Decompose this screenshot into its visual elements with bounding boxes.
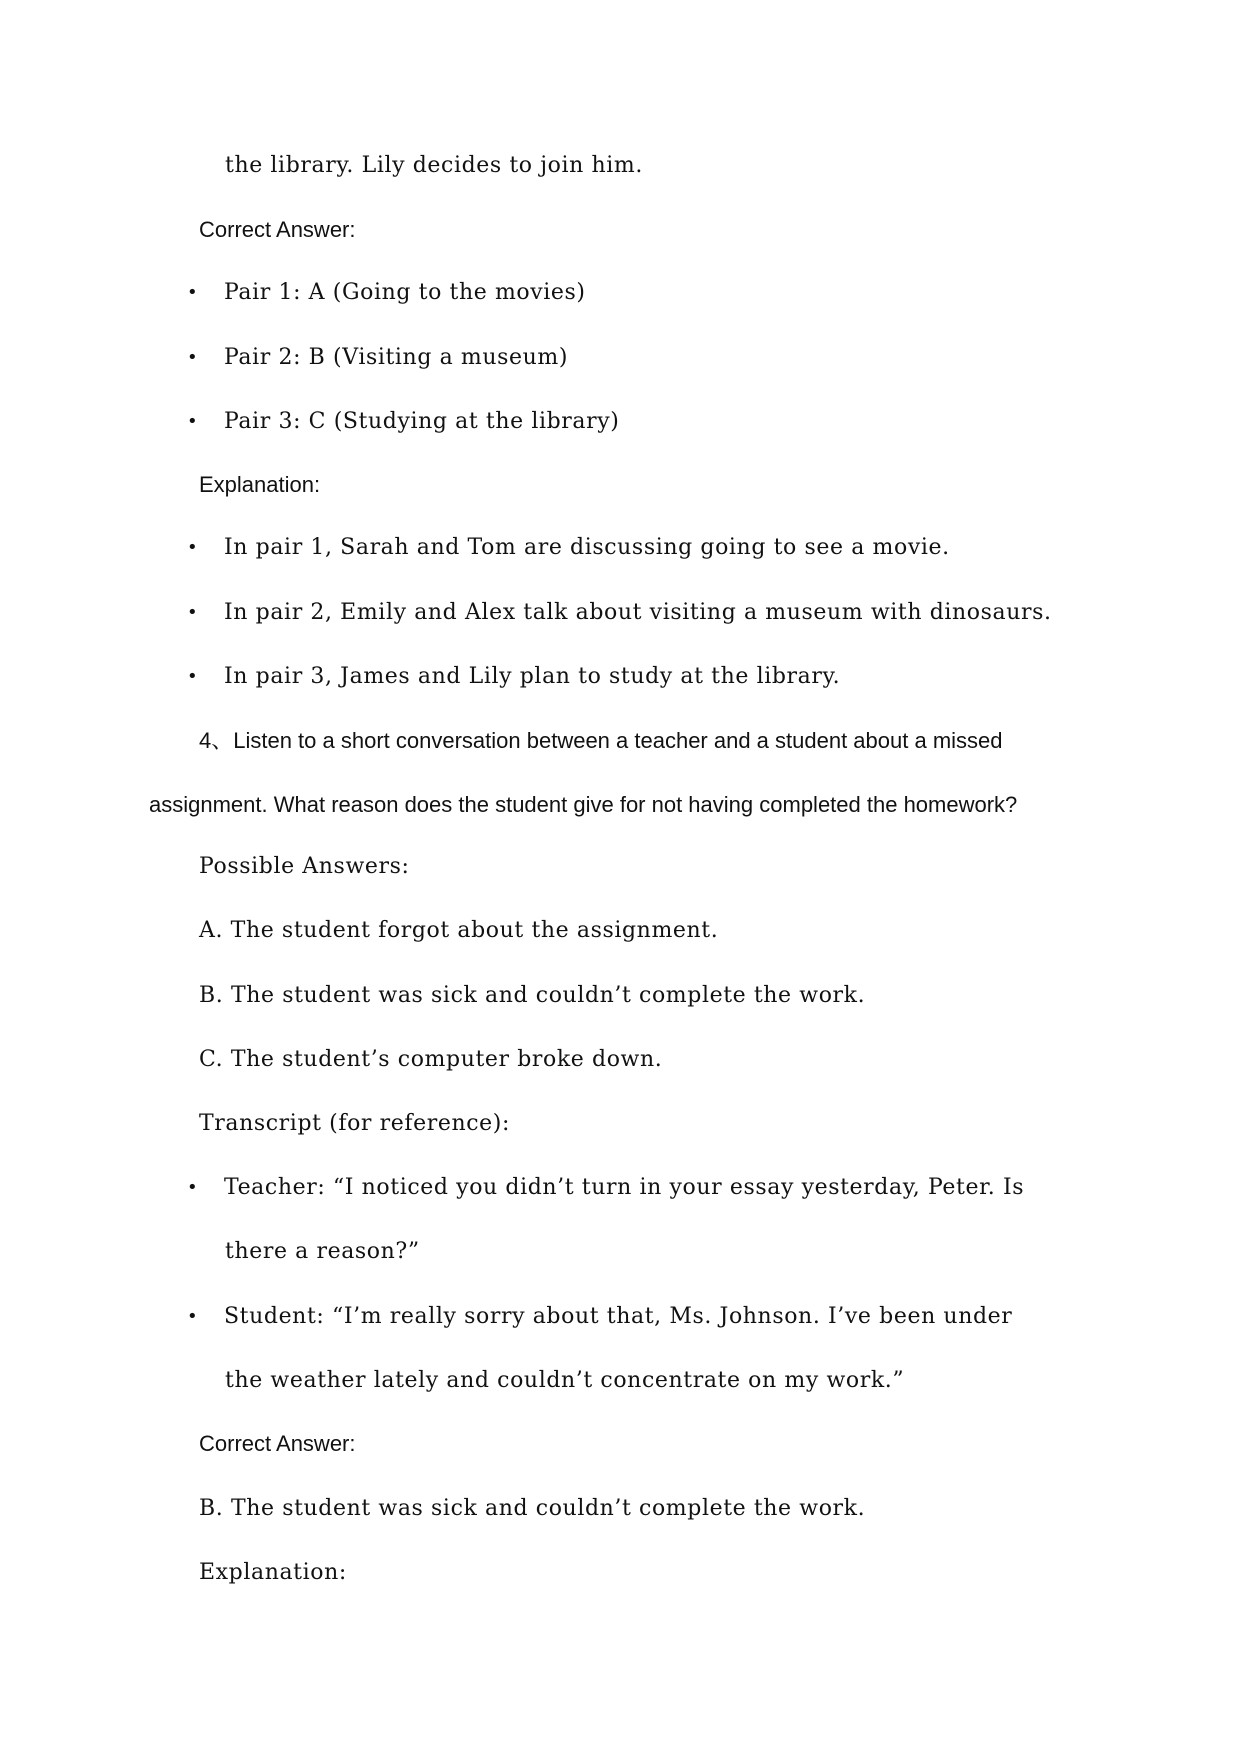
bullet-icon: • [187,1177,198,1198]
bullet-icon: • [187,602,198,623]
bullet-icon: • [187,411,198,432]
q4-question-line1: 4、Listen to a short conversation between a teacher and a student about a missed [199,728,1003,753]
q3-answer-3: Pair 3: C (Studying at the library) [224,409,620,434]
q4-correct-answer: B. The student was sick and couldn’t complete the work. [199,1496,866,1521]
q3-answer-1: Pair 1: A (Going to the movies) [224,280,586,305]
bullet-icon: • [187,666,198,687]
q4-option-b: B. The student was sick and couldn’t complete the work. [199,983,866,1008]
continuation-text: the library. Lily decides to join him. [225,153,643,178]
q4-transcript-label: Transcript (for reference): [199,1111,510,1136]
q3-correct-answer-label: Correct Answer: [199,217,356,242]
transcript-teacher-line2: there a reason?” [225,1239,420,1264]
q4-correct-answer-label: Correct Answer: [199,1431,356,1456]
q3-explanation-label: Explanation: [199,472,321,497]
bullet-icon: • [187,537,198,558]
q4-option-a: A. The student forgot about the assignment. [199,918,719,943]
transcript-teacher-line1: Teacher: “I noticed you didn’t turn in your essay yesterday, Peter. Is [224,1175,1025,1200]
q4-possible-answers-label: Possible Answers: [199,854,410,879]
q4-option-c: C. The student’s computer broke down. [199,1047,663,1072]
q3-explanation-1: In pair 1, Sarah and Tom are discussing going to see a movie. [224,535,950,560]
transcript-student-line1: Student: “I’m really sorry about that, Ms. Johnson. I’ve been under [224,1304,1013,1329]
q3-explanation-2: In pair 2, Emily and Alex talk about visiting a museum with dinosaurs. [224,600,1052,625]
q3-explanation-3: In pair 3, James and Lily plan to study at the library. [224,664,841,689]
q4-question-line2: assignment. What reason does the student give for not having completed the homework? [149,792,1018,817]
q3-answer-2: Pair 2: B (Visiting a museum) [224,345,569,370]
q4-explanation-label: Explanation: [199,1560,347,1585]
bullet-icon: • [187,347,198,368]
bullet-icon: • [187,1306,198,1327]
transcript-student-line2: the weather lately and couldn’t concentrate on my work.” [225,1368,905,1393]
bullet-icon: • [187,282,198,303]
